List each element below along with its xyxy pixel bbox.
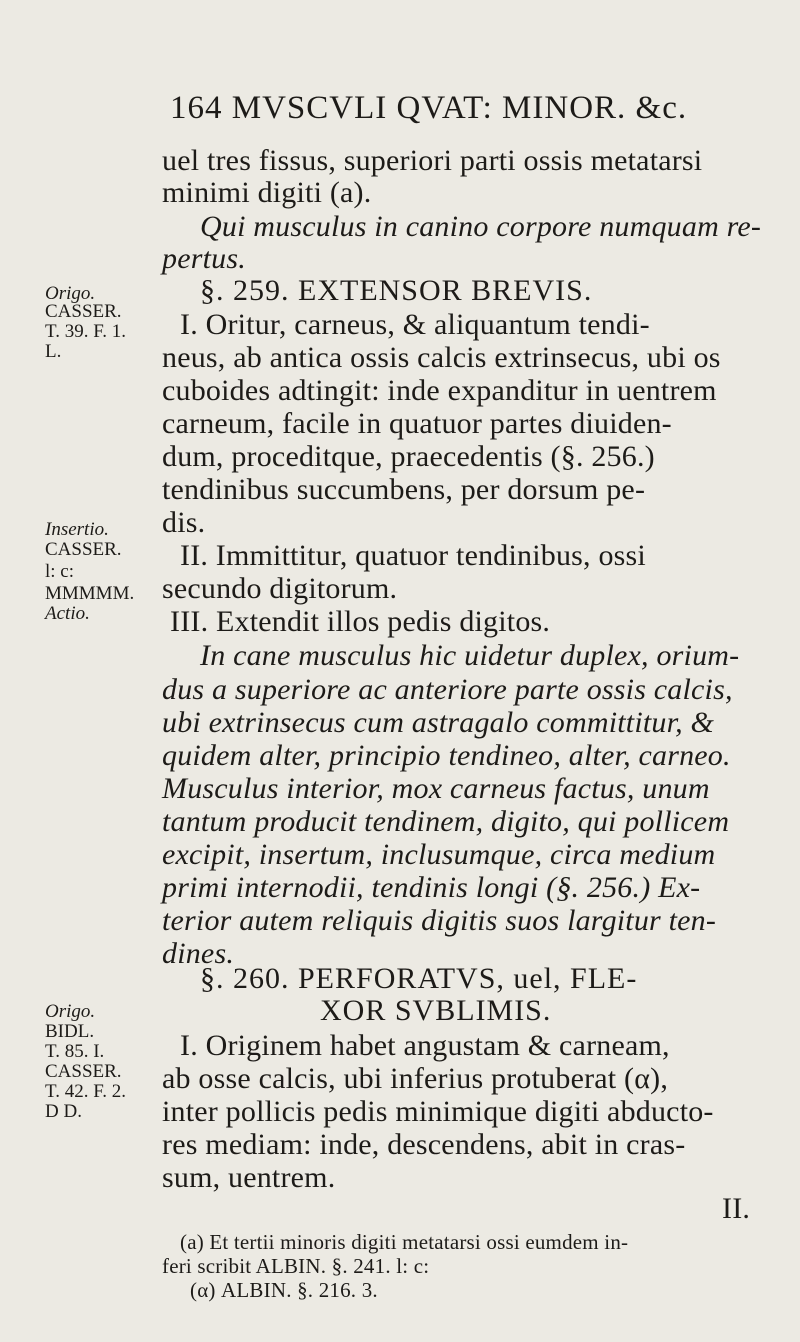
text-line: dis. <box>162 506 206 539</box>
margin-note: Actio. <box>45 603 90 624</box>
footnote: (α) ALBIN. §. 216. 3. <box>190 1278 378 1302</box>
margin-note: MMMMM. <box>45 583 135 604</box>
margin-note: T. 42. F. 2. <box>45 1081 126 1102</box>
text-line: II. Immittitur, quatuor tendinibus, ossi <box>180 539 646 572</box>
text-line: excipit, insertum, inclusumque, circa medium <box>162 838 716 871</box>
margin-note: T. 39. F. 1. <box>45 321 126 342</box>
text-line: inter pollicis pedis minimique digiti abducto- <box>162 1095 714 1128</box>
text-line: Musculus interior, mox carneus factus, unum <box>162 772 710 805</box>
footnote: feri scribit ALBIN. §. 241. l: c: <box>162 1254 430 1278</box>
section-heading: §. 260. PERFORATVS, uel, FLE- <box>200 962 638 995</box>
text-line: I. Oritur, carneus, & aliquantum tendi- <box>180 308 650 341</box>
margin-note: Insertio. <box>45 519 109 540</box>
text-line: pertus. <box>162 242 246 275</box>
text-line: tantum producit tendinem, digito, qui pollicem <box>162 805 730 838</box>
text-line: ubi extrinsecus cum astragalo committitur, & <box>162 706 715 739</box>
text-line: neus, ab antica ossis calcis extrinsecus, ubi os <box>162 341 721 374</box>
text-line: sum, uentrem. <box>162 1161 336 1194</box>
text-line: carneum, facile in quatuor partes diuiden- <box>162 407 672 440</box>
margin-note: CASSER. <box>45 539 122 560</box>
text-line: Qui musculus in canino corpore numquam re- <box>200 210 762 243</box>
margin-note: L. <box>45 341 62 362</box>
margin-note: D D. <box>45 1101 82 1122</box>
text-line: I. Originem habet angustam & carneam, <box>180 1029 670 1062</box>
text-line: res mediam: inde, descendens, abit in cras- <box>162 1128 686 1161</box>
catchword: II. <box>722 1192 751 1225</box>
footnote: (a) Et tertii minoris digiti metatarsi ossi eumdem in- <box>180 1230 629 1254</box>
text-line: minimi digiti (a). <box>162 176 372 209</box>
text-line: quidem alter, principio tendineo, alter, carneo. <box>162 739 731 772</box>
text-line: secundo digitorum. <box>162 572 398 605</box>
margin-note: BIDL. <box>45 1021 95 1042</box>
text-line: primi internodii, tendinis longi (§. 256.) Ex- <box>162 871 701 904</box>
section-heading: §. 259. EXTENSOR BREVIS. <box>200 274 593 307</box>
margin-note: Origo. <box>45 283 96 304</box>
text-line: III. Extendit illos pedis digitos. <box>170 605 551 638</box>
text-line: uel tres fissus, superiori parti ossis metatarsi <box>162 144 703 177</box>
text-line: terior autem reliquis digitis suos largitur ten- <box>162 904 717 937</box>
text-line: cuboides adtingit: inde expanditur in uentrem <box>162 374 717 407</box>
text-line: dines. <box>162 937 235 970</box>
running-header: 164 MVSCVLI QVAT: MINOR. &c. <box>170 90 688 126</box>
text-line: In cane musculus hic uidetur duplex, orium- <box>200 639 740 672</box>
margin-note: Origo. <box>45 1001 96 1022</box>
margin-note: CASSER. <box>45 301 122 322</box>
text-line: dus a superiore ac anteriore parte ossis calcis, <box>162 673 733 706</box>
margin-note: l: c: <box>45 561 75 582</box>
margin-note: T. 85. I. <box>45 1041 105 1062</box>
margin-note: CASSER. <box>45 1061 122 1082</box>
section-heading: XOR SVBLIMIS. <box>320 994 552 1027</box>
text-line: tendinibus succumbens, per dorsum pe- <box>162 473 646 506</box>
text-line: ab osse calcis, ubi inferius protuberat (α), <box>162 1062 669 1095</box>
text-line: dum, proceditque, praecedentis (§. 256.) <box>162 440 655 473</box>
